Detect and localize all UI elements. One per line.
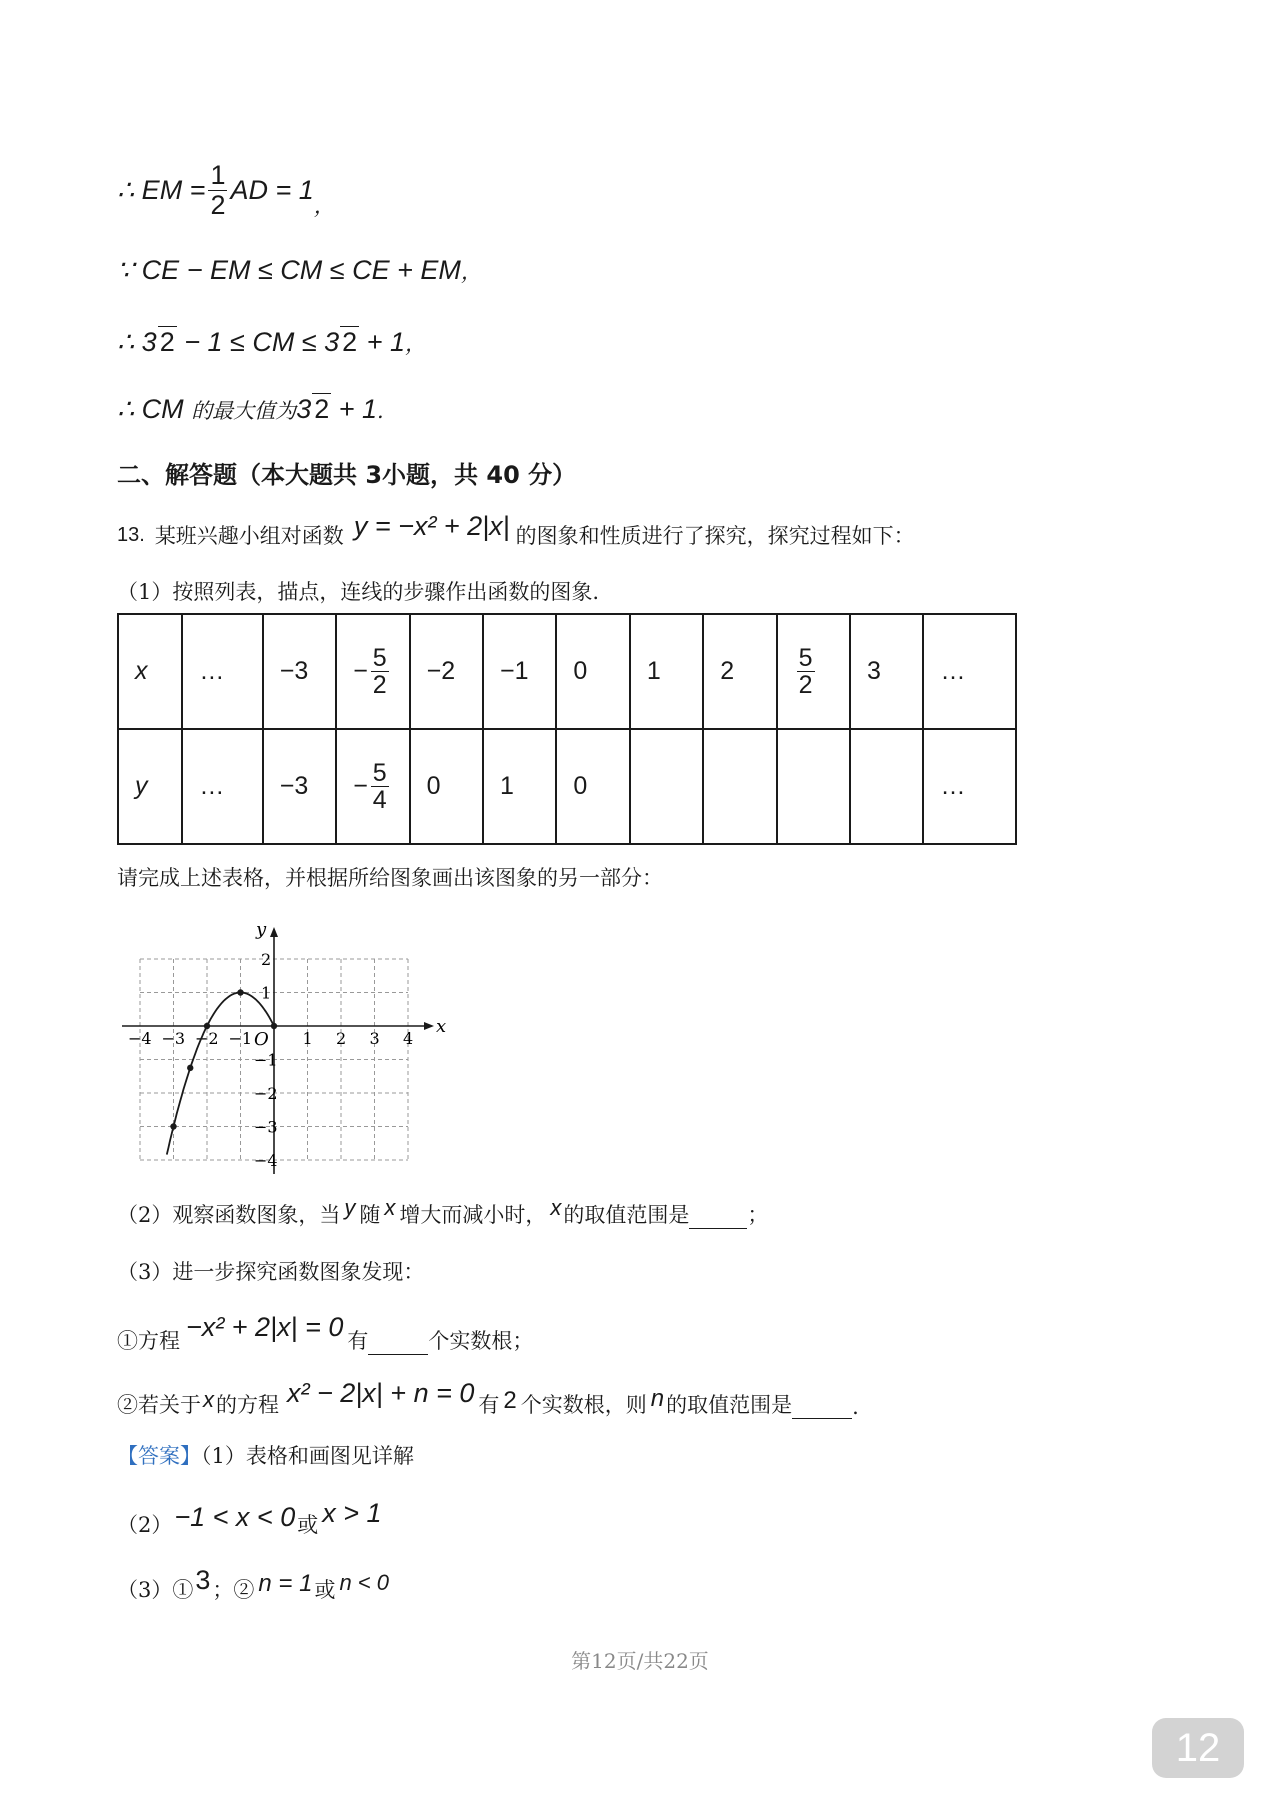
x-tick-label: −1 [228,1029,253,1048]
var-n: n [650,1385,665,1412]
graph-axes [122,927,434,1174]
x-tick-label: −3 [161,1029,186,1048]
part-2-d: 的取值范围是 [563,1203,690,1227]
table-cell-empty[interactable] [850,729,923,844]
punctuation: ， [460,260,482,284]
y-tick-label: −2 [254,1084,278,1103]
table-cell: −3 [263,729,336,844]
table-cell: … [923,614,1016,729]
question-13-intro [117,510,915,550]
answer-3-b: n = 1 [258,1570,313,1597]
answer-2-b: x > 1 [322,1498,382,1528]
part-3-2-d: 个实数根，则 [520,1393,647,1417]
var-x: x [203,1387,214,1412]
sqrt-radicand: 2 [314,394,330,424]
y-tick-label: 2 [261,950,272,969]
table-cell: −1 [483,614,556,729]
x-tick-label: 4 [403,1029,414,1048]
part-3-1-b: 有 [347,1329,369,1353]
part-3-2-e: 的取值范围是 [666,1393,793,1417]
punctuation: ， [405,332,426,356]
answer-3-or: 或 [314,1578,336,1602]
part-3-2-a: ②若关于 [117,1393,201,1417]
part-3-1-a: ①方程 [117,1329,180,1353]
y-tick-label: −1 [254,1050,278,1070]
sqrt-radicand: 2 [159,327,175,357]
function-expression: y = −x² + 2|x| [353,510,510,541]
equation-1: −x² + 2|x| = 0 [186,1312,344,1342]
section-heading: 二、解答题（本大题共 3小题，共 40 分） [117,461,577,489]
sqrt-radicand: 2 [342,327,358,357]
table-cell: 0 [410,729,483,844]
punctuation: . [377,399,384,423]
value-table [117,613,1017,845]
part-2-b: 随 [359,1203,381,1227]
table-cell: − $\frac{5}{2}$ [336,614,409,729]
table-cell: 3 [850,614,923,729]
x-tick-label: −4 [128,1029,152,1048]
data-point [170,1123,176,1129]
table-cell: −2 [410,614,483,729]
proof-line-3 [117,326,426,358]
table-cell: … [923,729,1016,844]
y-tick-label: 1 [261,983,272,1003]
origin-label: O [254,1029,269,1050]
data-point [271,1023,277,1029]
part-3-2-c: 有 [478,1393,500,1417]
answer-tag: 【答案】 [117,1444,201,1468]
proof-line-4-b: 3 [296,394,312,424]
proof-line-2 [117,255,482,286]
var-y: y [344,1195,356,1220]
equation-2: x² − 2|x| + n = 0 [287,1378,475,1408]
y-label-cell: y [118,729,182,844]
answer-3-label: （3）① [117,1578,194,1602]
table-cell: $\frac{5}{2}$ [777,614,850,729]
x-tick-label: 2 [336,1029,347,1048]
proof-line-1-prefix: ∴ EM = [117,174,206,205]
proof-line-4-d: + 1 [331,394,378,424]
table-cell-empty[interactable] [630,729,703,844]
part-3-2-b: 的方程 [216,1393,279,1417]
var-x: x [384,1195,396,1220]
answer-blank[interactable] [689,1228,747,1229]
answer-1-text: （1）表格和画图见详解 [201,1444,414,1468]
x-axis-arrow [424,1022,434,1030]
x-tick-label: 1 [302,1029,313,1048]
table-cell: − $\frac{5}{4}$ [336,729,409,844]
part-2-line [117,1195,768,1229]
y-axis-arrow [270,927,278,937]
table-cell: 1 [483,729,556,844]
answer-2-a: −1 < x < 0 [174,1502,296,1532]
page-footer: 第12页/共22页 [571,1649,709,1673]
x-axis-label: x [436,1016,447,1037]
y-tick-label: −4 [254,1151,278,1170]
answer-line-1 [117,1440,414,1470]
answer-3-sep: ；② [212,1578,255,1602]
answer-3-a: 3 [195,1565,211,1595]
part-3-2-end: . [852,1395,859,1419]
part-3-1-line [117,1312,533,1355]
page-number-badge[interactable]: 12 [1152,1718,1244,1778]
part-2-c: 增大而减小时， [399,1203,547,1227]
table-cell: … [182,614,262,729]
table-cell: −3 [263,614,336,729]
part-2-a: （2）观察函数图象，当 [117,1203,341,1227]
x-row [118,614,1016,729]
fraction-numerator: 1 [210,160,226,191]
answer-2-or: 或 [297,1513,319,1537]
part-3-text: （3）进一步探究函数图象发现： [117,1260,425,1284]
punctuation: ， [313,194,335,218]
intro-after: 的图象和性质进行了探究，探究过程如下： [515,524,915,548]
y-row [118,729,1016,844]
data-point [237,989,243,995]
table-cell: 0 [556,614,629,729]
table-cell: … [182,729,262,844]
proof-line-3-c: − 1 ≤ CM ≤ 3 [176,327,340,357]
data-point [204,1023,210,1029]
answer-line-3 [117,1565,389,1604]
table-cell: 1 [630,614,703,729]
part-1-text: （1）按照列表，描点，连线的步骤作出函数的图象. [117,580,600,604]
answer-line-2 [117,1498,382,1539]
y-axis-label: y [256,919,267,940]
x-label-cell: x [118,614,182,729]
answer-blank[interactable] [792,1418,852,1419]
var-x: x [550,1195,562,1220]
intro-before: 某班兴趣小组对函数 [154,524,344,548]
answer-blank[interactable] [368,1354,428,1355]
proof-line-4-text: 的最大值为 [191,399,297,423]
data-point [187,1065,193,1071]
y-tick-label: −3 [254,1117,278,1137]
answer-2-label: （2） [117,1513,173,1537]
proof-line-1-suffix: AD = 1 [230,174,314,205]
proof-line-4 [117,393,384,425]
proof-line-4-a: ∴ CM [117,394,184,424]
part-3-2-line [117,1378,859,1419]
part-2-end: ； [747,1203,769,1227]
table-cell: 0 [556,729,629,844]
root-count: 2 [503,1387,517,1414]
question-number: 13. [117,523,145,546]
after-table-text: 请完成上述表格，并根据所给图象画出该图象的另一部分： [117,866,663,890]
proof-line-1 [117,160,335,220]
table-cell: 2 [703,614,776,729]
proof-line-3-a: ∴ 3 [117,327,157,357]
part-3-1-c: 个实数根； [428,1329,534,1353]
table-cell-empty[interactable] [703,729,776,844]
fraction-one-half [208,161,227,219]
proof-line-2-text: ∵ CE − EM ≤ CM ≤ CE + EM [117,255,461,285]
proof-line-3-e: + 1 [359,327,405,357]
fraction-denominator: 2 [210,189,226,220]
x-tick-label: 3 [369,1029,380,1048]
x-tick-label: −2 [195,1029,219,1048]
table-cell-empty[interactable] [777,729,850,844]
answer-3-c: n < 0 [339,1570,389,1595]
function-graph [110,905,460,1175]
